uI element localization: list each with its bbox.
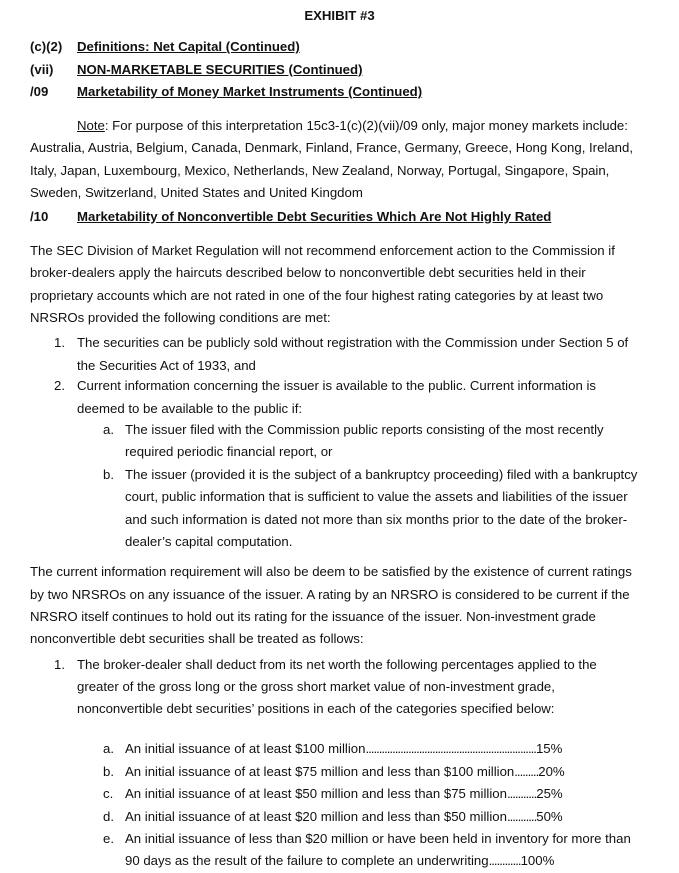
haircut-percent: 25% [536, 786, 563, 802]
haircut-text: An initial issuance of at least $50 million and less than $75 million [125, 786, 507, 802]
condition-number: 1. [54, 335, 65, 351]
sub-condition-line: The issuer filed with the Commission public reports consisting of the most recently [125, 421, 604, 437]
condition-line: deemed to be available to the public if: [77, 400, 303, 416]
haircut-row [125, 786, 563, 801]
haircut-text: An initial issuance of at least $100 million [125, 741, 366, 757]
header-code: /09 [30, 83, 49, 99]
haircut-text: 90 days as the result of the failure to complete an underwriting [125, 853, 489, 869]
haircut-leader: ........... [506, 786, 537, 802]
haircut-line: An initial issuance of less than $20 million or have been held in inventory for more than [125, 830, 631, 846]
current-info-line: by two NRSROs on any issuance of the issuer. A rating by an NRSRO is considered to be current if the [30, 586, 630, 602]
haircut-letter: b. [103, 763, 114, 779]
haircut-row [125, 764, 565, 779]
current-info-line: The current information requirement will also be deem to be satisfied by the existence of current ratings [30, 564, 632, 580]
haircut-leader: ........... [506, 808, 537, 824]
haircut-percent: 100% [520, 853, 555, 869]
sub-condition-line: The issuer (provided it is the subject of a bankruptcy proceeding) filed with a bankruptcy [125, 466, 638, 482]
condition-line: the Securities Act of 1933, and [77, 357, 256, 373]
header-title: NON-MARKETABLE SECURITIES (Continued) [77, 61, 363, 77]
haircut-row [125, 741, 562, 756]
sub-condition-line: and such information is dated not more than six months prior to the date of the broker- [125, 511, 628, 527]
haircut-letter: a. [103, 741, 114, 757]
note-line: Italy, Japan, Luxembourg, Mexico, Netherlands, New Zealand, Norway, Portugal, Singapore, Spain, [30, 162, 610, 178]
intro-line: broker-dealers apply the haircuts described below to nonconvertible debt securities held in their [30, 265, 586, 281]
haircut-text: An initial issuance of at least $75 million and less than $100 million [125, 763, 515, 779]
condition-line: The securities can be publicly sold without registration with the Commission under Section 5 of [77, 335, 629, 351]
sub-condition-line: court, public information that is sufficient to value the assets and liabilities of the issuer [125, 489, 628, 505]
sub-condition-letter: b. [103, 466, 114, 482]
note-text: : For purpose of this interpretation 15c3-1(c)(2)(vii)/09 only, major money markets include: [104, 118, 628, 134]
sub-condition-line: required periodic financial report, or [125, 444, 333, 460]
section-code: /10 [30, 208, 49, 224]
condition-line: Current information concerning the issuer is available to the public. Current information is [77, 378, 596, 394]
header-code: (vii) [30, 61, 54, 77]
deduction-number: 1. [54, 656, 65, 672]
haircut-text: An initial issuance of at least $20 million and less than $50 million [125, 808, 507, 824]
note-line: Australia, Austria, Belgium, Canada, Denmark, Finland, France, Germany, Greece, Hong Kong, Ireland, [30, 140, 634, 156]
haircut-row [125, 853, 554, 868]
header-title: Marketability of Money Market Instruments (Continued) [77, 83, 423, 99]
sub-condition-letter: a. [103, 421, 114, 437]
haircut-leader: ............ [488, 853, 521, 869]
header-title: Definitions: Net Capital (Continued) [77, 39, 300, 55]
note-line: Sweden, Switzerland, United States and United Kingdom [30, 185, 363, 201]
intro-line: The SEC Division of Market Regulation will not recommend enforcement action to the Commission if [30, 242, 615, 258]
exhibit-title: EXHIBIT #3 [304, 8, 375, 23]
haircut-leader: ......... [514, 763, 539, 779]
haircut-leader: ................................................................ [365, 741, 536, 757]
section-title: Marketability of Nonconvertible Debt Securities Which Are Not Highly Rated [77, 208, 552, 224]
note-label: Note [77, 118, 105, 134]
condition-number: 2. [54, 378, 65, 394]
haircut-row [125, 809, 563, 824]
haircut-percent: 20% [538, 763, 565, 779]
current-info-line: nonconvertible debt securities shall be treated as follows: [30, 631, 364, 647]
intro-line: NRSROs provided the following conditions are met: [30, 309, 331, 325]
haircut-letter: e. [103, 830, 114, 846]
haircut-percent: 50% [536, 808, 563, 824]
current-info-line: NRSRO itself continues to hold out its rating for the issuance of the issuer. Non-investment grade [30, 608, 596, 624]
note-line [77, 118, 628, 133]
deduction-line: The broker-dealer shall deduct from its net worth the following percentages applied to the [77, 656, 597, 672]
haircut-percent: 15% [535, 741, 563, 757]
sub-condition-line: dealer’s capital computation. [125, 533, 293, 549]
haircut-letter: c. [103, 786, 114, 802]
deduction-line: greater of the gross long or the gross short market value of non-investment grade, [77, 679, 555, 695]
header-code: (c)(2) [30, 39, 63, 55]
haircut-letter: d. [103, 808, 114, 824]
deduction-line: nonconvertible debt securities’ positions in each of the categories specified below: [77, 701, 555, 717]
intro-line: proprietary accounts which are not rated in one of the four highest rating categories by at least two [30, 287, 604, 303]
